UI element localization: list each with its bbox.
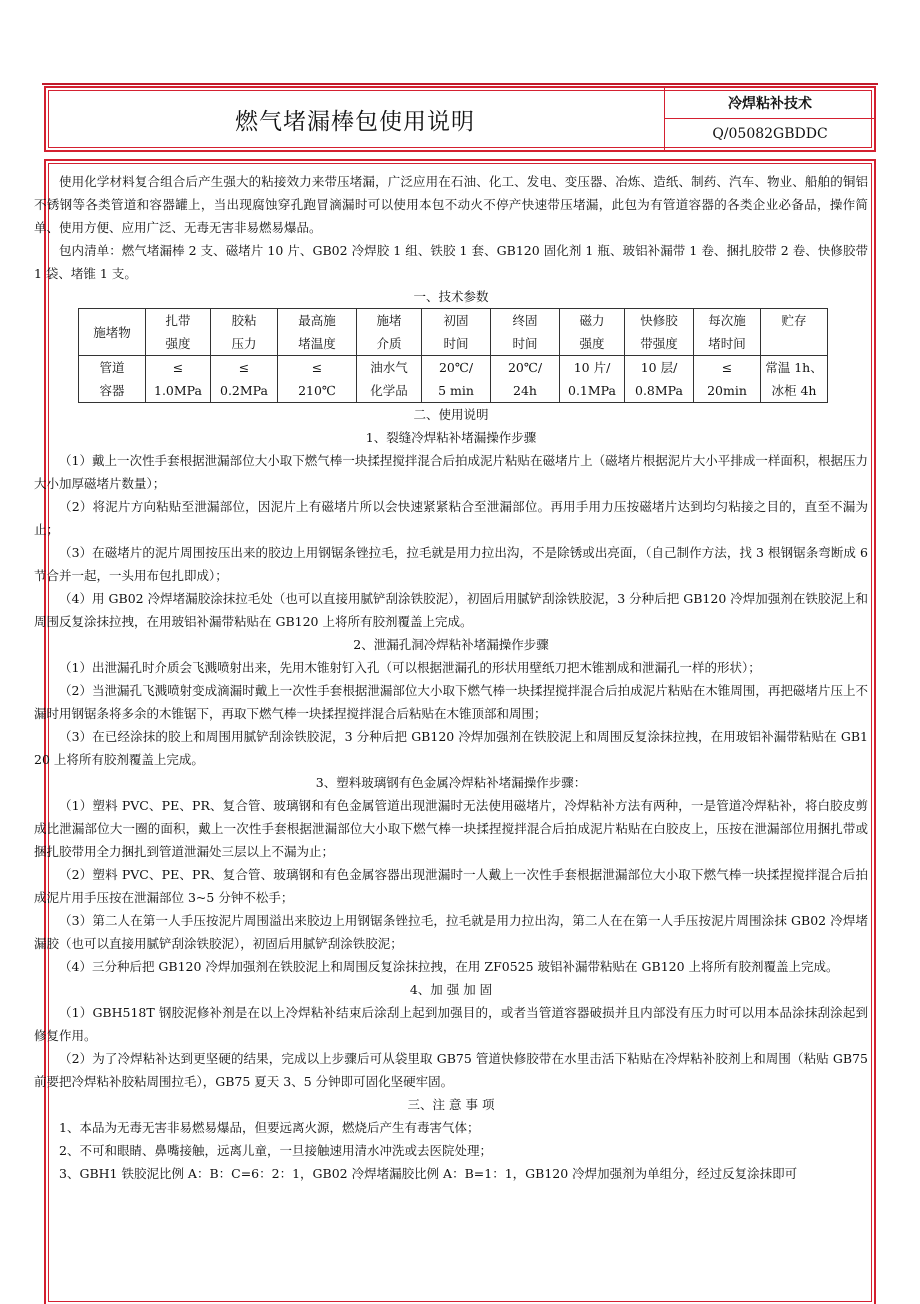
table-cell: 管道 容器 [79,356,146,403]
table-cell: ≤ 210℃ [278,356,357,403]
page-title: 燃气堵漏棒包使用说明 [235,108,475,135]
table-header-row [79,309,828,356]
table-cell: 10 片/ 0.1MPa [560,356,625,403]
step-paragraph: （3）第二人在第一人手压按泥片周围溢出来胶边上用钢锯条锉拉毛，拉毛就是用力拉出沟，第二人在在第一人手压按泥片周围涂抹 GB02 冷焊堵漏胶（也可以直接用腻铲刮涂铁胶泥），初固后用腻铲刮涂铁胶泥； [34,913,868,951]
table-row [79,356,828,403]
table-header-cell: 胶粘 压力 [211,309,278,356]
table-header-cell: 贮存 [761,309,828,356]
step-paragraph: （1）戴上一次性手套根据泄漏部位大小取下燃气棒一块揉捏搅拌混合后拍成泥片粘贴在磁堵片上（磁堵片根据泥片大小平排成一样面积，根据压力大小加厚磁堵片数量）； [34,453,868,491]
step-paragraph: （3）在已经涂抹的胶上和周围用腻铲刮涂铁胶泥，3 分种后把 GB120 冷焊加强剂在铁胶泥上和周围反复涂抹拉拽，在用玻铝补漏带粘贴在 GB120 上将所有胶剂覆盖上完成。 [34,729,868,767]
technique-label: 冷焊粘补技术 [665,88,875,119]
document-body [34,170,868,1185]
step-paragraph: （2）将泥片方向粘贴至泄漏部位，因泥片上有磁堵片所以会快速紧紧粘合至泄漏部位。再用手用力压按磁堵片达到均匀粘接之目的，直至不漏为止； [34,499,868,537]
section-title-tech: 一、技术参数 [413,289,489,304]
header-side [664,88,875,150]
step-paragraph: （2）塑料 PVC、PE、PR、复合管、玻璃钢和有色金属容器出现泄漏时一人戴上一次性手套根据泄漏部位大小取下燃气棒一块揉捏搅拌混合后拍成泥片用手压按在泄漏部位 3~5 分钟不松手； [34,867,868,905]
table-cell: ≤ 1.0MPa [146,356,211,403]
section-title-notes: 三、注 意 事 项 [407,1097,495,1112]
note-item: 2、不可和眼睛、鼻嘴接触，远离儿童，一旦接触速用清水冲洗或去医院处理； [59,1143,492,1158]
intro-paragraph: 使用化学材料复合组合后产生强大的粘接效力来带压堵漏，广泛应用在石油、化工、发电、变压器、冶炼、造纸、制药、汽车、物业、船舶的铜铝不锈钢等各类管道和容器罐上，当出现腐蚀穿孔跑冒滴漏时可以使用本包不动火不停产快速带压堵漏，此包为有管道容器的各类企业必备品，操作简单、使用方便、应用广泛、无毒无害非易燃易爆品。 [34,174,868,235]
step-paragraph: （4）三分种后把 GB120 冷焊加强剂在铁胶泥上和周围反复涂抹拉拽，在用 ZF0525 玻铝补漏带粘贴在 GB120 上将所有胶剂覆盖上完成。 [59,959,839,974]
table-header-cell: 快修胶 带强度 [625,309,694,356]
table-header-cell: 初固 时间 [422,309,491,356]
step-paragraph: （2）为了冷焊粘补达到更坚硬的结果，完成以上步骤后可从袋里取 GB75 管道快修胶带在水里击活下粘贴在冷焊粘补胶剂上和周围（粘贴 GB75 前要把冷焊粘补胶粘周围拉毛），GB75 夏天 3、5 分钟即可固化坚硬牢固。 [34,1051,868,1089]
table-cell: 常温 1h、 冰柜 4h [761,356,828,403]
header-box [44,86,876,152]
step-paragraph: （1）塑料 PVC、PE、PR、复合管、玻璃钢和有色金属管道出现泄漏时无法使用磁堵片，冷焊粘补方法有两种，一是管道冷焊粘补，将白胶皮剪成比泄漏部位大一圈的面积，戴上一次性手套根据泄漏部位大小取下燃气棒一块揉捏搅拌混合后拍成泥片粘贴在白胶皮上，压按在泄漏部位用捆扎带或捆扎胶带用全力捆扎到管道泄漏处三层以上不漏为止； [34,798,868,859]
step-paragraph: （4）用 GB02 冷焊堵漏胶涂抹拉毛处（也可以直接用腻铲刮涂铁胶泥），初固后用腻铲刮涂铁胶泥，3 分种后把 GB120 冷焊加强剂在铁胶泥上和周围反复涂抹拉拽，在用玻铝补漏带粘贴在 GB120 上将所有胶剂覆盖上完成。 [34,591,868,629]
subsection-title-plastic: 3、塑料玻璃钢有色金属冷焊粘补堵漏操作步骤： [315,775,587,790]
table-cell: ≤ 20min [694,356,761,403]
subsection-title-reinforce: 4、加 强 加 固 [409,982,493,997]
table-header-cell: 施堵物 [79,309,146,356]
step-paragraph: （3）在磁堵片的泥片周围按压出来的胶边上用钢锯条锉拉毛，拉毛就是用力拉出沟，不是除锈或出亮面，（自己制作方法，找 3 根钢锯条弯断成 6 节合并一起，一头用布包扎即成）； [34,545,868,583]
table-header-cell: 扎带 强度 [146,309,211,356]
top-rule [42,83,878,85]
note-item: 3、GBH1 铁胶泥比例 A：B：C=6：2：1，GB02 冷焊堵漏胶比例 A：B=1：1，GB120 冷焊加强剂为单组分，经过反复涂抹即可 [59,1166,798,1181]
table-header-cell: 每次施 堵时间 [694,309,761,356]
table-cell: 20℃/ 24h [491,356,560,403]
table-cell: 20℃/ 5 min [422,356,491,403]
table-header-cell: 施堵 介质 [357,309,422,356]
table-cell: ≤ 0.2MPa [211,356,278,403]
table-header-cell: 磁力 强度 [560,309,625,356]
note-item: 1、本品为无毒无害非易燃易爆品，但要远离火源，燃烧后产生有毒害气体； [59,1120,480,1135]
subsection-title-hole: 2、泄漏孔洞冷焊粘补堵漏操作步骤 [353,637,549,652]
standard-code: Q/05082GBDDC [712,126,828,142]
table-cell: 10 层/ 0.8MPa [625,356,694,403]
step-paragraph: （1）GBH518T 钢胶泥修补剂是在以上冷焊粘补结束后涂刮上起到加强目的，或者当管道容器破损并且内部没有压力时可以用本品涂抹刮涂起到修复作用。 [34,1005,868,1043]
table-header-cell: 最高施 堵温度 [278,309,357,356]
subsection-title-crack: 1、裂缝冷焊粘补堵漏操作步骤 [365,430,537,445]
step-paragraph: （2）当泄漏孔飞溅喷射变成滴漏时戴上一次性手套根据泄漏部位大小取下燃气棒一块揉捏搅拌混合后拍成泥片粘贴在木锥周围，再把磁堵片压上不漏时用钢锯条将多余的木锥锯下，再取下燃气棒一块揉捏搅拌混合后粘贴在木锥顶部和周围； [34,683,868,721]
tech-params-table [78,308,828,403]
table-header-cell: 终固 时间 [491,309,560,356]
step-paragraph: （1）出泄漏孔时介质会飞溅喷射出来，先用木锥射钉入孔（可以根据泄漏孔的形状用壁纸刀把木锥割成和泄漏孔一样的形状）； [59,660,761,675]
table-cell: 油水气 化学品 [357,356,422,403]
package-list: 包内清单：燃气堵漏棒 2 支、磁堵片 10 片、GB02 冷焊胶 1 组、铁胶 1 套、GB120 固化剂 1 瓶、玻铝补漏带 1 卷、捆扎胶带 2 卷、快修胶带 1 袋、堵锥 1 支。 [34,243,868,281]
section-title-usage: 二、使用说明 [413,407,489,422]
